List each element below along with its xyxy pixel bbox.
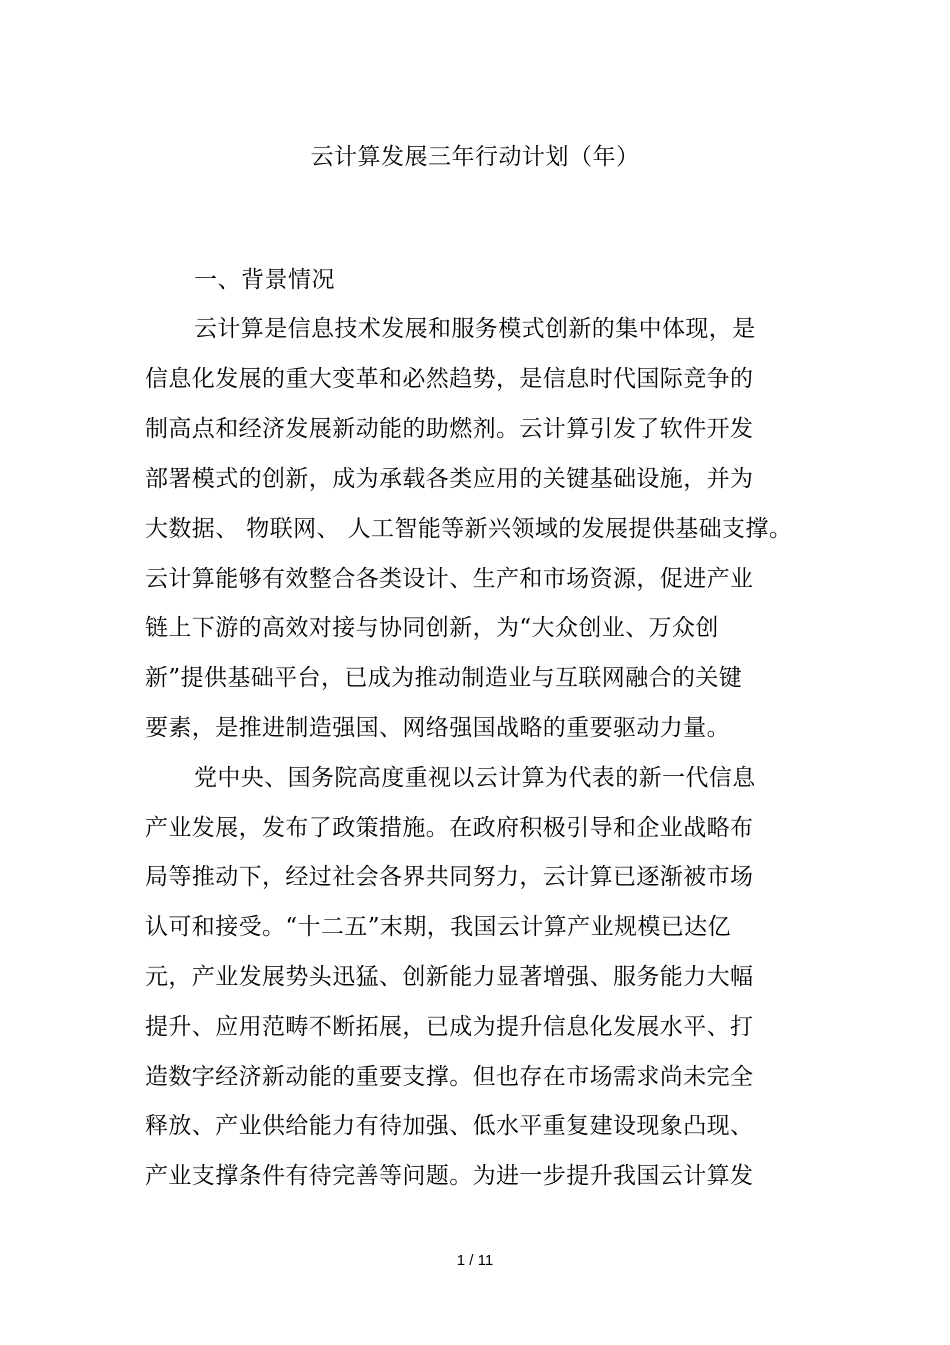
- paragraph-line: 新”提供基础平台，已成为推动制造业与互联网融合的关键: [145, 665, 743, 691]
- paragraph-line: 局等推动下，经过社会各界共同努力，云计算已逐渐被市场: [145, 864, 754, 890]
- paragraph-line: 制高点和经济发展新动能的助燃剂。云计算引发了软件开发: [145, 416, 754, 442]
- paragraph-line: 云计算能够有效整合各类设计、生产和市场资源，促进产业: [145, 566, 754, 592]
- paragraph-line: 信息化发展的重大变革和必然趋势，是信息时代国际竞争的: [145, 366, 754, 392]
- paragraph-line: 链上下游的高效对接与协同创新，为“大众创业、万众创: [145, 615, 719, 641]
- paragraph-line: 要素，是推进制造强国、网络强国战略的重要驱动力量。: [145, 715, 730, 741]
- paragraph-line: 认可和接受。“十二五”末期，我国云计算产业规模已达亿: [145, 914, 731, 940]
- paragraph-line: 党中央、国务院高度重视以云计算为代表的新一代信息: [194, 765, 756, 791]
- paragraph-line: 产业发展，发布了政策措施。在政府积极引导和企业战略布: [145, 815, 754, 841]
- paragraph-line: 云计算是信息技术发展和服务模式创新的集中体现，是: [194, 316, 756, 342]
- paragraph-line: 产业支撑条件有待完善等问题。为进一步提升我国云计算发: [145, 1163, 754, 1189]
- document-title: 云计算发展三年行动计划（年）: [310, 144, 640, 170]
- page-number: 1 / 11: [456, 1252, 494, 1269]
- section-heading: 一、背景情况: [194, 267, 335, 293]
- paragraph-line: 大数据、 物联网、 人工智能等新兴领域的发展提供基础支撑。: [145, 516, 793, 542]
- paragraph-line: 元，产业发展势头迅猛、创新能力显著增强、服务能力大幅: [145, 964, 754, 990]
- paragraph-line: 释放、产业供给能力有待加强、低水平重复建设现象凸现、: [145, 1113, 754, 1139]
- paragraph-line: 提升、应用范畴不断拓展，已成为提升信息化发展水平、打: [145, 1014, 754, 1040]
- paragraph-line: 造数字经济新动能的重要支撑。但也存在市场需求尚未完全: [145, 1064, 754, 1090]
- paragraph-line: 部署模式的创新，成为承载各类应用的关键基础设施，并为: [145, 466, 754, 492]
